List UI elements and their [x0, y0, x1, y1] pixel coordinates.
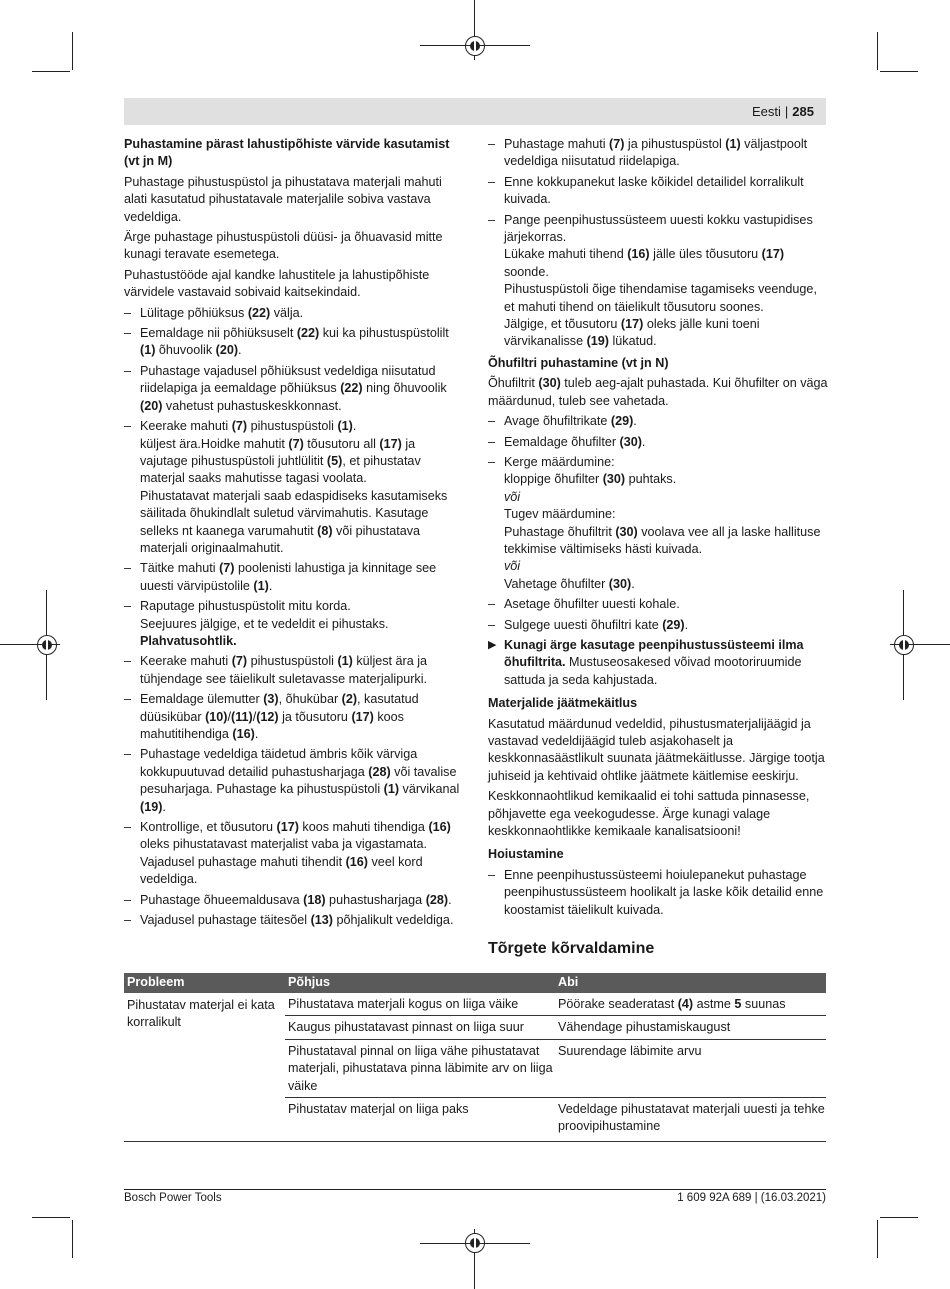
list-item: [124, 325, 464, 360]
list-item: [124, 691, 464, 743]
text-run: Seejuures jälgige, et te vedeldit ei pihustaks.: [140, 616, 389, 631]
text-run: (7): [231, 419, 248, 434]
text-run: ning õhuvoolik: [362, 381, 447, 396]
text-run: Tugev määrdumine:: [504, 507, 616, 522]
text-run: oleks jälle kuni toeni värvikanalisse: [504, 317, 760, 349]
column-header-cause: Põhjus: [288, 975, 330, 990]
list-item-line: [504, 316, 828, 351]
text-run: (30): [615, 524, 638, 539]
text-run: 5: [734, 997, 742, 1011]
paragraph: Ärge puhastage pihustuspüstoli düüsi- ja õhuavasid mitte kunagi teravate esemetega.: [124, 230, 443, 262]
text-run: koos mahuti tihendiga: [298, 820, 429, 835]
list-item: [488, 637, 828, 689]
text-run: puhtaks.: [625, 472, 677, 487]
text-run: (1): [337, 654, 353, 669]
text-run: õhuvoolik: [155, 343, 216, 358]
section-title-air-filter: Õhufiltri puhastamine (vt jn N): [488, 355, 669, 370]
text-run: puhastusharjaga: [325, 892, 426, 907]
list-item-line: [140, 819, 464, 889]
air-filter-steps-list: [488, 413, 828, 689]
section-title-disposal: Materjalide jäätmekäitlus: [488, 696, 638, 711]
list-item: [124, 912, 464, 929]
text-run: (29): [662, 617, 685, 632]
text-run: Suurendage läbimite arvu: [558, 1043, 702, 1058]
list-item-line: [140, 691, 464, 743]
paragraph: Puhastustööde ajal kandke lahustitele ja lahustipõhiste värvidele vastavaid sobivaid kaitsekindaid.: [124, 267, 430, 300]
right-column: [488, 136, 828, 922]
list-dash: –: [124, 692, 132, 707]
text-run: värvikanal: [399, 782, 460, 797]
list-item: [488, 174, 828, 209]
text-run: (1): [140, 343, 156, 358]
problem-cell: Pihustatav materjal ei kata korralikult: [127, 998, 275, 1030]
text-run: .: [633, 414, 637, 429]
text-run: (7): [609, 137, 625, 151]
crop-mark: [72, 1220, 73, 1258]
list-item-line: [140, 363, 464, 415]
text-run: küljest ära ja tühjendage see täielikult suletavasse materjalipurki.: [140, 654, 428, 686]
list-dash: –: [124, 747, 132, 762]
text-run: (22): [340, 381, 363, 396]
text-run: küljest ära.Hoidke mahutit: [140, 436, 289, 451]
crop-mark: [72, 32, 73, 70]
text-run: Mustuseosakesed võivad mootoriruumide sattuda ja seda kahjustada.: [504, 655, 802, 687]
text-run: välja.: [270, 305, 304, 320]
text-run: (17): [620, 317, 644, 332]
list-item-line: [504, 524, 828, 559]
text-run: kloppige õhufilter: [504, 472, 603, 487]
text-run: (16): [232, 727, 255, 741]
list-dash: –: [488, 414, 496, 429]
remedy-cell: [555, 1019, 826, 1036]
text-run: (22): [247, 305, 271, 320]
list-item-line: [140, 912, 464, 929]
text-run: tõusutoru all: [303, 436, 380, 451]
list-item: [124, 363, 464, 415]
list-item: [488, 596, 828, 613]
list-dash: –: [488, 137, 496, 151]
text-run: (28): [425, 892, 449, 907]
cause-cell: Kaugus pihustatavast pinnast on liiga suur: [288, 1020, 524, 1035]
text-run: voolava vee all ja laske hallituse tekkimise vältimiseks hästi kuivada.: [504, 524, 821, 556]
column-header-problem: Probleem: [127, 975, 185, 990]
text-run: (22): [296, 326, 320, 341]
text-run: Asetage õhufilter uuesti kohale.: [504, 597, 680, 612]
list-item-line: [140, 653, 464, 688]
list-item-line: [140, 488, 464, 558]
text-run: (7): [288, 436, 304, 451]
text-run: (7): [231, 654, 248, 669]
text-run: (17): [276, 820, 299, 835]
text-run: , õhukübar: [278, 692, 342, 707]
page-header: [124, 98, 826, 125]
text-run: (30): [602, 472, 626, 487]
text-run: astme: [693, 997, 735, 1011]
table-row: [124, 993, 826, 1142]
header-separator: |: [784, 104, 789, 119]
table-subrow: [285, 1040, 826, 1098]
text-run: /: [252, 709, 257, 724]
registration-mark-icon: [465, 36, 485, 56]
text-run: pihustuspüstoli: [247, 419, 338, 434]
text-run: (16): [428, 820, 451, 835]
list-dash: –: [124, 561, 132, 576]
list-dash: –: [124, 305, 132, 320]
list-item-line: [504, 867, 828, 919]
list-item: [124, 305, 464, 322]
troubleshooting-table: [124, 973, 826, 1142]
list-item: [488, 617, 828, 634]
list-item-line: [504, 596, 828, 613]
list-item-line: [504, 434, 828, 451]
warning-arrow-icon: ▶: [488, 638, 497, 651]
footer-divider: [124, 1189, 826, 1190]
text-run: .: [352, 419, 357, 434]
text-run: (30): [538, 376, 561, 391]
text-run: (19): [586, 334, 609, 349]
list-item-line: [504, 558, 828, 575]
list-item: [488, 413, 828, 430]
text-run: Vajadusel puhastage täitesõel: [140, 913, 311, 928]
crop-mark: [877, 1220, 878, 1258]
text-run: Lülitage põhiüksus: [140, 305, 248, 320]
table-subrow: [285, 1016, 826, 1039]
text-run: .: [162, 799, 166, 814]
text-run: Lükake mahuti tihend: [504, 247, 628, 262]
text-run: /: [227, 709, 232, 724]
text-run: Keerake mahuti: [140, 419, 232, 434]
list-item-line: [140, 892, 464, 909]
left-paragraphs: [124, 174, 464, 302]
text-run: Kunagi ärge kasutage peenpihustussüsteemi ilma õhufiltrita.: [504, 637, 804, 670]
list-dash: –: [124, 419, 132, 434]
paragraph: Kasutatud määrdunud vedeldid, pihustusmaterjalijäägid ja vastavad vedeldijäägid tuleb asjakohaselt ja keskkonnasäästlikult suunata jäätmekäitlusse. Järgige tootja juhiseid ja kehtivaid ohtlike jäätmete käitlemise eeskirju.: [488, 716, 825, 783]
text-run: Puhastage õhufiltrit: [504, 524, 616, 539]
text-run: .: [631, 576, 635, 591]
cleaning-steps-list: [124, 305, 464, 930]
page-number: 285: [792, 104, 814, 119]
list-dash: –: [488, 174, 496, 189]
text-run: (20): [140, 398, 163, 413]
storage-steps-list: [488, 867, 828, 919]
text-run: kui ka pihustuspüstolilt: [319, 326, 449, 341]
list-item-line: [504, 413, 828, 430]
text-run: jälle üles tõusutoru: [649, 247, 762, 262]
text-run: Eemaldage ülemutter: [140, 692, 264, 707]
text-run: (7): [219, 561, 235, 576]
list-item-line: [504, 506, 828, 523]
list-item: [488, 454, 828, 593]
text-run: Kontrollige, et tõusutoru: [140, 820, 277, 835]
text-run: väljastpoolt vedeldiga niisutatud riidelapiga.: [504, 137, 808, 169]
text-run: Vedeldage pihustatavat materjali uuesti ja tehke proovipihustamine: [558, 1102, 825, 1134]
list-item: [488, 867, 828, 919]
text-run: .: [254, 727, 259, 741]
text-run: , kasutatud düüsikübar: [140, 692, 419, 724]
cause-cell: Pihustatav materjal on liiga paks: [288, 1102, 469, 1117]
text-run: ja vajutage pihustuspüstoli juhtlülitit: [140, 436, 416, 468]
list-item-line: [140, 325, 464, 360]
text-run: Keerake mahuti: [140, 654, 232, 669]
text-run: Enne kokkupanekut laske kõikidel detailidel korralikult kuivada.: [504, 174, 804, 207]
crop-mark: [880, 71, 918, 72]
list-item-line: [504, 471, 828, 488]
text-run: Raputage pihustuspüstolit mitu korda.: [140, 599, 351, 614]
list-item: [488, 212, 828, 351]
text-run: pihustuspüstoli: [247, 654, 338, 669]
list-item-line: [140, 616, 464, 633]
text-run: (29): [610, 414, 634, 429]
registration-mark-icon: [465, 1233, 485, 1253]
text-run: Eemaldage õhufilter: [504, 434, 620, 449]
header-language: Eesti: [752, 104, 781, 119]
text-run: ja pihustuspüstol: [624, 137, 726, 151]
list-dash: –: [488, 454, 496, 469]
text-run: (5): [326, 453, 343, 468]
list-item-line: [504, 136, 828, 171]
text-run: Avage õhufiltrikate: [504, 414, 611, 429]
list-item-line: [504, 281, 828, 316]
text-run: (16): [345, 854, 369, 869]
text-run: Plahvatusohtlik.: [140, 633, 237, 648]
registration-mark-icon: [37, 635, 57, 655]
text-run: (17): [351, 709, 374, 724]
list-item-line: [504, 489, 828, 506]
list-item: [124, 560, 464, 595]
text-run: Õhufiltrit: [488, 376, 539, 391]
text-run: soonde.: [504, 264, 549, 279]
list-dash: –: [124, 820, 132, 835]
text-run: (1): [383, 782, 400, 797]
text-run: ja tõusutoru: [278, 709, 352, 724]
registration-mark-icon: [894, 635, 914, 655]
list-item: [124, 418, 464, 557]
text-run: Vähendage pihustamiskaugust: [558, 1020, 731, 1035]
remedy-cell: [555, 1043, 826, 1095]
list-dash: –: [488, 434, 496, 449]
text-run: Puhastage vedeldiga täidetud ämbris kõik värviga kokkupuutuvad detailid puhastusharjaga: [140, 747, 418, 779]
text-run: (20): [215, 343, 239, 358]
text-run: veel kord vedeldiga.: [140, 854, 423, 887]
text-run: Jälgige, et tõusutoru: [504, 317, 621, 332]
text-run: , et pihustatav materjal saaks mahutisse tagasi voolata.: [140, 453, 421, 486]
text-run: või: [504, 559, 521, 574]
text-run: .: [641, 434, 646, 449]
text-run: (16): [627, 247, 650, 262]
list-item-line: [504, 174, 828, 209]
cause-remedy-rows: [285, 993, 826, 1141]
text-run: (8): [317, 523, 333, 538]
text-run: (1): [725, 137, 741, 151]
list-item-line: [140, 418, 464, 435]
text-run: või: [504, 489, 521, 504]
crop-mark: [32, 1217, 70, 1218]
list-item-line: [504, 637, 828, 689]
text-run: (1): [253, 578, 269, 593]
footer-doc-number: 1 609 92A 689 | (16.03.2021): [677, 1192, 826, 1204]
text-run: .: [268, 578, 273, 593]
troubleshooting-title: Tõrgete kõrvaldamine: [488, 940, 655, 957]
text-run: Täitke mahuti: [140, 561, 220, 576]
table-header-row: [124, 973, 826, 993]
list-item: [124, 598, 464, 650]
text-run: Pange peenpihustussüsteem uuesti kokku vastupidises järjekorras.: [504, 212, 813, 245]
text-run: (28): [368, 764, 391, 779]
text-run: .: [684, 617, 689, 632]
text-run: (2): [341, 692, 358, 707]
text-run: Pihustuspüstoli õige tihendamise tagamiseks veenduge, et mahuti tihend on täielikult tõusutoru soones.: [504, 282, 817, 314]
text-run: Enne peenpihustussüsteemi hoiulepanekut puhastage peenpihustussüsteem hoolikalt ja laske kõik detailid enne koostamist täielikult kuivada.: [504, 867, 824, 917]
text-run: (12): [256, 709, 279, 724]
text-run: või tavalise pesuharjaga. Puhastage ka pihustuspüstoli: [140, 764, 457, 797]
text-run: põhjalikult vedeldiga.: [333, 913, 454, 928]
text-run: Puhastage vajadusel põhiüksust vedeldiga niisutatud riidelapiga ja eemaldage põhiüksus: [140, 363, 436, 396]
list-item-line: [140, 560, 464, 595]
text-run: (1): [337, 419, 353, 434]
cause-cell: Pihustatava materjali kogus on liiga väike: [288, 997, 519, 1011]
footer-brand: Bosch Power Tools: [124, 1192, 222, 1204]
text-run: Sulgege uuesti õhufiltri kate: [504, 617, 663, 632]
text-run: poolenisti lahustiga ja kinnitage see uuesti värvipüstolile: [140, 561, 437, 593]
list-item-line: [504, 576, 828, 593]
text-run: .: [238, 343, 242, 358]
column-header-remedy: Abi: [558, 975, 579, 990]
text-run: (19): [140, 799, 163, 814]
text-run: oleks pihustatavast materjalist vaba ja vigastamata. Vajadusel puhastage mahuti tihendit: [140, 837, 427, 869]
text-run: .: [448, 892, 452, 907]
text-run: või pihustatava materjali originaalmahutit.: [140, 523, 421, 555]
list-item: [124, 819, 464, 889]
paragraph: Keskkonnaohtlikud kemikaalid ei tohi sattuda pinnasesse, põhjavette ega veekogudesse. Ärge kunagi valage keskkonnaohtlikke kemikaale kanalisatsiooni!: [488, 789, 810, 839]
list-item: [488, 136, 828, 171]
crop-mark: [880, 1217, 918, 1218]
text-run: Pihustatavat materjali saab edaspidiseks kasutamiseks säilitada õhukindlalt suletud värvimahutis. Kasutage selleks nt kaanega varumahutit: [140, 488, 448, 538]
list-item-line: [504, 617, 828, 634]
section-title-storage: Hoiustamine: [488, 847, 564, 862]
left-column: [124, 136, 464, 932]
list-dash: –: [124, 326, 132, 341]
text-run: (10): [205, 709, 228, 724]
text-run: (4): [677, 997, 694, 1011]
list-dash: –: [488, 617, 496, 632]
text-run: (13): [310, 913, 334, 928]
list-dash: –: [124, 913, 132, 928]
list-dash: –: [488, 597, 496, 612]
text-run: (18): [303, 892, 326, 907]
air-filter-intro: [488, 375, 828, 410]
text-run: Puhastage õhueemaldusava: [140, 892, 304, 907]
list-dash: –: [124, 599, 132, 614]
list-dash: –: [488, 867, 496, 882]
reassembly-steps-list: [488, 136, 828, 351]
list-dash: –: [124, 654, 132, 669]
list-item-line: [504, 212, 828, 247]
text-run: Vahetage õhufilter: [504, 576, 609, 591]
list-item-line: [504, 246, 828, 281]
text-run: (30): [619, 434, 642, 449]
table-subrow: [285, 993, 826, 1016]
crop-mark: [32, 71, 70, 72]
crop-mark: [877, 32, 878, 70]
table-subrow: [285, 1098, 826, 1141]
text-run: suunas: [741, 997, 786, 1011]
text-run: (3): [263, 692, 279, 707]
list-item: [124, 746, 464, 816]
text-run: (11): [231, 709, 253, 724]
text-run: koos mahutitihendiga: [140, 709, 404, 741]
list-item-line: [504, 454, 828, 471]
text-run: Puhastage mahuti: [504, 137, 610, 151]
remedy-cell: [555, 996, 826, 1013]
text-run: Eemaldage nii põhiüksuselt: [140, 326, 297, 341]
text-run: (17): [379, 436, 402, 451]
list-item-line: [140, 305, 464, 322]
list-item: [488, 434, 828, 451]
paragraph: Puhastage pihustuspüstol ja pihustatava materjali mahuti alati kasutatud pihustatavale materjalile sobiva vastava vedeldiga.: [124, 174, 442, 224]
list-dash: –: [124, 363, 132, 378]
text-run: vahetust puhastuskeskkonnast.: [162, 398, 342, 413]
text-run: (30): [608, 576, 632, 591]
section-title-cleaning: Puhastamine pärast lahustipõhiste värvide kasutamist (vt jn M): [124, 137, 450, 169]
list-item-line: [140, 746, 464, 816]
list-item: [124, 892, 464, 909]
list-item-line: [140, 436, 464, 488]
list-item-line: [140, 633, 464, 650]
text-run: tuleb aeg-ajalt puhastada. Kui õhufilter on väga määrdunud, tuleb see vahetada.: [488, 376, 828, 408]
list-dash: –: [488, 212, 496, 227]
list-dash: –: [124, 892, 132, 907]
remedy-cell: [555, 1101, 826, 1136]
text-run: Pöörake seaderatast: [558, 997, 678, 1011]
list-item: [124, 653, 464, 688]
list-item-line: [140, 598, 464, 615]
text-run: lükatud.: [609, 334, 657, 349]
text-run: (17): [761, 247, 785, 262]
cause-cell: Pihustataval pinnal on liiga vähe pihustatavat materjali, pihustatava pinna läbimite arv on liiga väike: [288, 1043, 553, 1093]
text-run: Kerge määrdumine:: [504, 454, 615, 469]
